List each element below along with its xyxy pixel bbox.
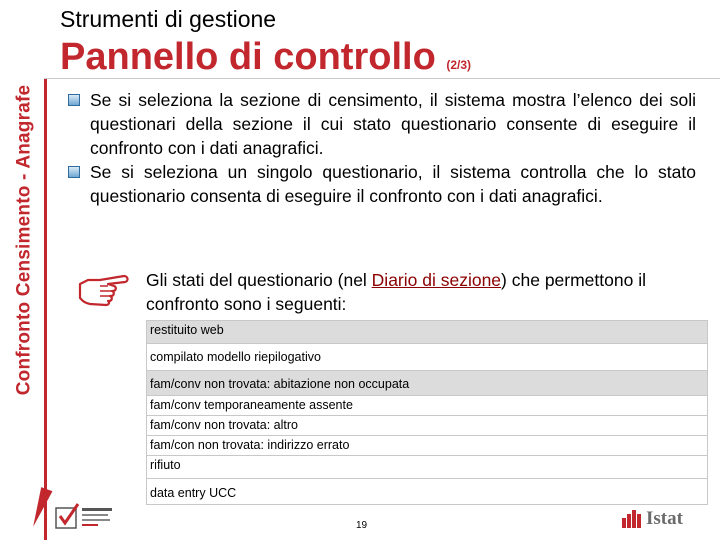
pointing-hand-icon bbox=[74, 270, 134, 310]
note-text bbox=[146, 268, 676, 316]
note-before: Gli stati del questionario (nel bbox=[146, 270, 372, 290]
sidebar-title-text: Confronto Censimento - Anagrafe bbox=[13, 84, 34, 396]
table-row: data entry UCC bbox=[147, 478, 707, 504]
page-subtitle: Strumenti di gestione bbox=[60, 6, 277, 32]
table-row: fam/conv temporaneamente assente bbox=[147, 395, 707, 415]
page-number: 19 bbox=[356, 520, 368, 531]
states-table bbox=[146, 320, 708, 505]
page-fraction: (2/3) bbox=[446, 58, 472, 72]
page-title-text: Pannello di controllo bbox=[60, 36, 436, 78]
table-row: rifiuto bbox=[147, 455, 707, 478]
istat-logo bbox=[622, 508, 683, 530]
checkbox-bullet-icon bbox=[68, 166, 80, 178]
table-row: fam/conv non trovata: abitazione non occupata bbox=[147, 370, 707, 395]
title-divider bbox=[44, 78, 720, 79]
table-row: restituito web bbox=[147, 321, 707, 343]
sidebar-tip-decoration bbox=[28, 487, 53, 529]
bullet-item bbox=[68, 160, 696, 208]
istat-logo-word: Istat bbox=[646, 508, 683, 529]
bullet-text: Se si seleziona la sezione di censimento, il sistema mostra l’elenco dei soli questionari della sezione il cui stato questionario consente di eseguire il confronto con i dati anagrafici. bbox=[90, 90, 696, 158]
checkbox-bullet-icon bbox=[68, 94, 80, 106]
bullet-text: Se si seleziona un singolo questionario, il sistema controlla che lo stato questionario consenta di eseguire il confronto con i dati anagrafici. bbox=[90, 162, 696, 206]
sidebar-title bbox=[2, 0, 46, 480]
sidebar-divider bbox=[44, 78, 47, 540]
table-row: fam/con non trovata: indirizzo errato bbox=[147, 435, 707, 455]
bullet-list bbox=[68, 88, 696, 208]
census-logo-icon bbox=[52, 496, 122, 538]
istat-bars-icon bbox=[622, 510, 642, 528]
bullet-item bbox=[68, 88, 696, 160]
page-title bbox=[60, 36, 471, 79]
diario-di-sezione-link[interactable]: Diario di sezione bbox=[371, 270, 502, 290]
table-row: compilato modello riepilogativo bbox=[147, 343, 707, 370]
table-row: fam/conv non trovata: altro bbox=[147, 415, 707, 435]
note-after: ) che permettono il confronto sono i seguenti: bbox=[146, 270, 646, 314]
